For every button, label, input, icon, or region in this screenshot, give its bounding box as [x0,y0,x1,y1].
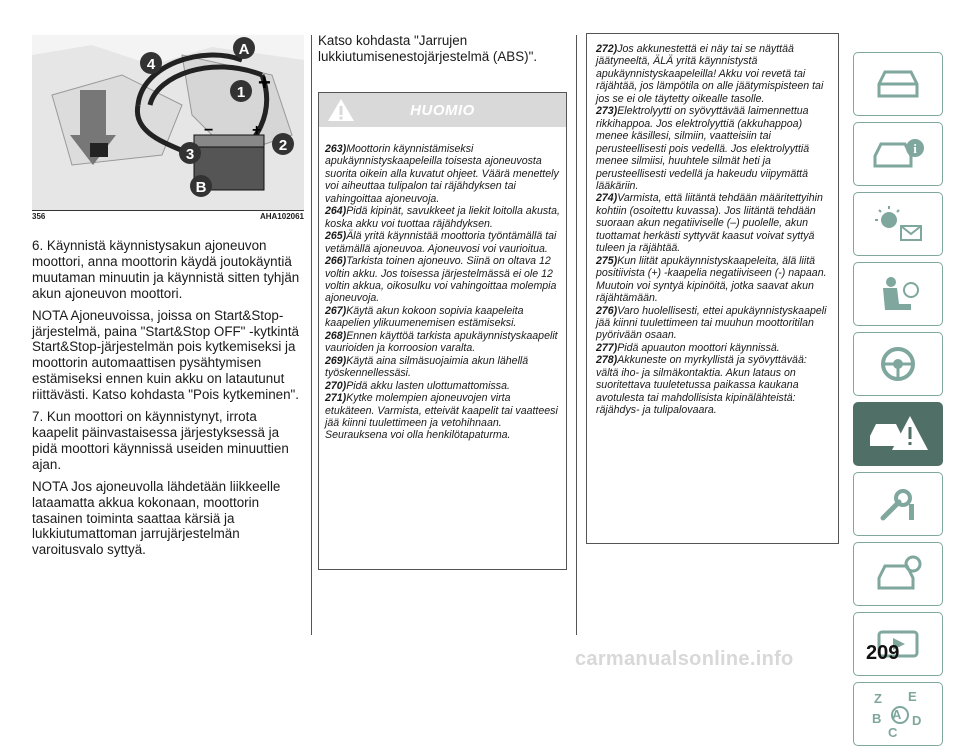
column-divider [576,35,577,635]
warning-header [319,93,566,127]
warning-item: 270)Pidä akku lasten ulottumattomissa. [325,379,510,392]
svg-text:E: E [908,689,917,704]
warning-item: 276)Varo huolellisesti, ettei apukäynnistyskaapeli jää kiinni tuulettimeen tai muuhun moottoritilan pyörivään osaan. [596,304,827,342]
callout-3: 3 [185,146,195,163]
note-start-stop: NOTA Ajoneuvoissa, joissa on Start&Stop-järjestelmä, paina "Start&Stop OFF" -kytkintä Start&Stop-järjestelmän pois kytkemiseksi ja moottorin automaattisen pysähtymisen estämiseksi ennen kuin akku on latautunut riittävästi. Katso kohdasta "Pois kytkeminen". [32,307,300,403]
tab-warning-lights[interactable] [853,192,943,256]
alphabetical-index-icon [868,689,928,739]
note-abs-light: NOTA Jos ajoneuvolla lähdetään liikkeelle lataamatta akkua kokonaan, moottorin tasainen toiminta saattaa kärsiä ja lukkiutumattoman jarrujärjestelmän varoitusvalo syttyä. [32,478,281,558]
steering-wheel-icon [871,344,925,384]
battery-jump-diagram [32,35,304,210]
column-divider [311,35,312,635]
svg-text:D: D [912,713,922,728]
warning-item: 265)Älä yritä käynnistää moottoria työntämällä tai vetämällä ajoneuvoa. Ajoneuvosi voi vaurioitua. [325,230,557,255]
warning-list [587,34,838,417]
warning-item: 263)Moottorin käynnistämiseksi apukäynnistyskaapeleilla toisesta ajoneuvosta suorita oikein alla kuvatut ohjeet. Väärä menettely voi aiheuttaa tulipalon tai räjähdyksen tai vahingoittaa ajoneuvoja. [325,143,559,205]
tab-getting-to-know[interactable] [853,52,943,116]
warning-item: 271)Kytke molempien ajoneuvojen virta etukäteen. Varmista, etteivät kaapelit tai vaatteesi jää kiinni tuulettimeen ja vetohihnaan. Seurauksena voi olla henkilötapaturma. [325,392,558,442]
car-emergency-icon [866,412,930,456]
abs-reference: Katso kohdasta "Jarrujen lukkiutumisenestojärjestelmä (ABS)". [318,33,538,64]
svg-text:C: C [888,725,898,739]
step-7: 7. Kun moottori on käynnistynyt, irrota kaapelit päinvastaisessa järjestyksessä ja pidä moottori käynnissä useiden minuuttien ajan. [32,409,289,472]
callout-2: 2 [278,137,288,154]
figure-number: 356 [32,212,46,221]
wrench-service-icon [871,484,925,524]
warning-list [319,127,566,442]
callout-4: 4 [146,56,156,73]
svg-text:i: i [913,141,917,156]
warning-item: 269)Käytä aina silmäsuojaimia akun lähellä työskennellessäsi. [325,354,529,380]
warning-item: 277)Pidä apuauton moottori käynnissä. [596,341,780,354]
warning-item: 267)Käytä akun kokoon sopivia kaapeleita kaapelien ylikuumenemisen estämiseksi. [325,304,524,330]
warning-item: 264)Pidä kipinät, savukkeet ja liekit loitolla akusta, koska akku voi tuottaa räjähdyksen. [325,205,560,230]
watermark: carmanualsonline.info [575,648,794,670]
warning-item: 278)Akkuneste on myrkyllistä ja syövyttävää: vältä iho- ja silmäkontaktia. Akun lataus on suoritettava tuuletetussa paikassa kaukana avotulesta tai mahdollisista kipinälähteistä: räjähdys- ja tulipalovaara. [596,354,807,417]
warning-item: 268)Ennen käyttöä tarkista apukäynnistyskaapelit vaurioiden ja korroosion varalta. [325,329,558,355]
tab-safety[interactable] [853,262,943,326]
warning-title: HUOMIO [410,102,475,119]
callout-a: A [238,41,250,58]
warning-item: 274)Varmista, että liitäntä tehdään määritettyihin kohtiin (osoitettu kuvassa). Jos liitäntä tehdään suoraan akun negatiiviselle (–) puolelle, akun tuottamat herkästi syttyvät kaasut voivat syttyä tuleen ja räjähtää. [596,192,823,255]
tab-starting-driving[interactable] [853,332,943,396]
page-number: 209 [866,642,900,664]
svg-text:A: A [892,707,902,722]
warning-item: 275)Kun liität apukäynnistyskaapeleita, älä liitä positiivista (+) -kaapelia negatiiviseen (-) napaan. Muutoin voi syntyä kipinöitä, jotka saavat akun räjähtämään. [596,254,827,305]
tab-in-an-emergency[interactable] [853,402,943,466]
svg-text:+: + [258,70,271,95]
instructions-column [32,238,304,564]
svg-text:Z: Z [874,691,882,706]
warning-box [318,92,567,570]
warning-box-continued [586,33,839,544]
tab-vehicle-info[interactable] [853,122,943,186]
seat-airbag-icon [871,274,925,314]
callout-1: 1 [236,84,246,101]
svg-text:−: − [204,122,214,139]
figure-code: AHA102061 [259,212,304,221]
tab-index[interactable] [853,682,943,746]
car-front-icon [871,66,925,102]
tab-technical-specs[interactable] [853,542,943,606]
down-arrow-icon [80,90,106,140]
warning-item: 273)Elektrolyytti on syövyttävää laimennettua rikkihappoa. Jos elektrolyyttiä (akkuhappoa) menee käsillesi, silmiin, vaatteisiin tai perusteellisesti pois vedellä. Jos elektrolyyttiä menee silmiisi, huuhtele silmät heti ja perusteellisesti vedellä ja hakeudu viipymättä lääkäriin. [596,105,810,192]
svg-text:+: + [252,122,262,139]
warning-item: 272)Jos akkunestettä ei näy tai se näyttää jäätyneeltä, ÄLÄ yritä käynnistystä apukäynnistyskaapeleilla! Akku voi revetä tai räjähtää, jos lämpötila on alle jäätymispisteen tai jos se ei ole täytetty oikealle tasolle. [596,43,824,105]
tab-servicing[interactable] [853,472,943,536]
callout-b: B [195,179,207,196]
car-info-icon [871,136,925,172]
dashboard-lights-icon [871,204,925,244]
svg-text:B: B [872,711,882,726]
figure-caption [32,212,304,221]
car-specs-icon [871,554,925,594]
step-6: 6. Käynnistä käynnistysakun ajoneuvon moottori, anna moottorin käydä joutokäyntiä muutaman minuutin ja käynnistä sitten tyhjän akun ajoneuvon moottori. [32,238,300,301]
jump-start-illustration [32,35,304,211]
warning-item: 266)Tarkista toinen ajoneuvo. Siinä on oltava 12 voltin akku. Jos toisessa järjestelmässä ei ole 12 voltin akkua, oikosulku voi vahingoittaa molempia ajoneuvoja. [325,255,557,305]
